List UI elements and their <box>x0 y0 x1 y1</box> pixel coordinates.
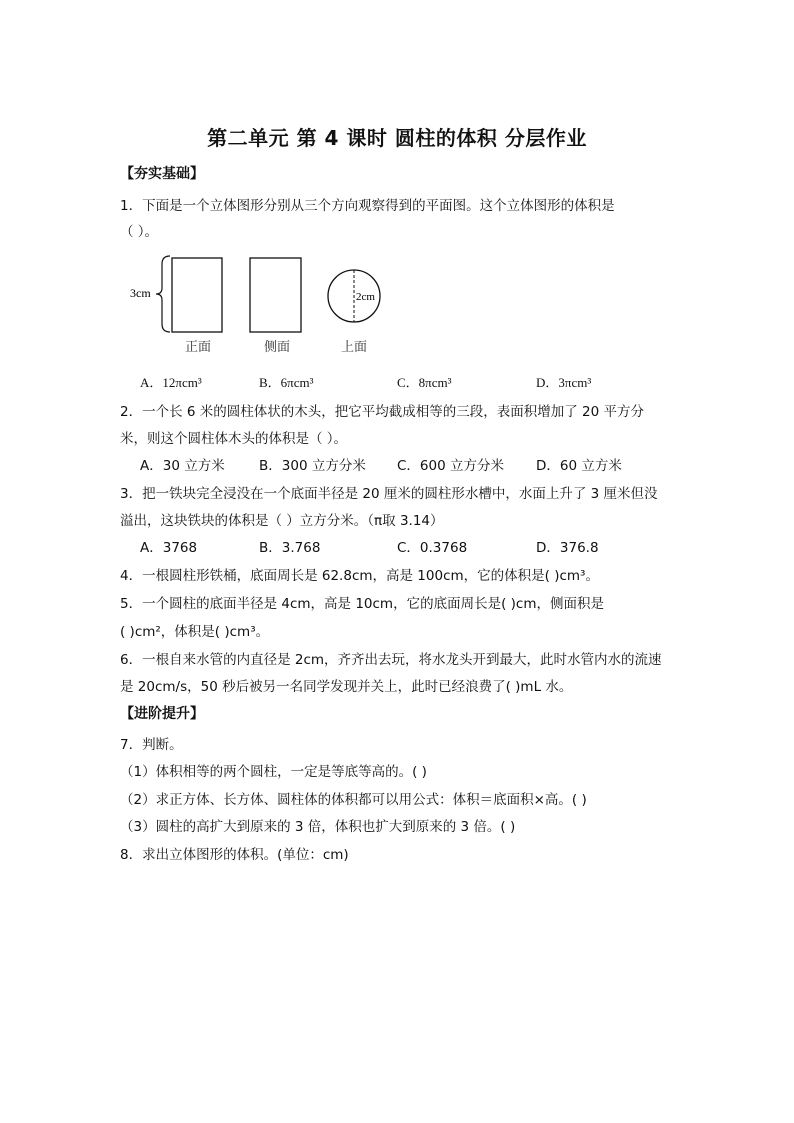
q6-line1: 6．一根自来水管的内直径是 2cm，齐齐出去玩，将水龙头开到最大，此时水管内水的流速 <box>120 652 662 668</box>
q1-line2: （ ）。 <box>120 224 159 240</box>
q2-option-a: A．30 立方米 <box>140 458 225 474</box>
q8-stem: 8．求出立体图形的体积。(单位：cm) <box>120 847 349 863</box>
side-view-rect <box>250 258 301 332</box>
q7-item-3: （3）圆柱的高扩大到原来的 3 倍，体积也扩大到原来的 3 倍。( ) <box>120 819 516 835</box>
q4-line1: 4．一根圆柱形铁桶，底面周长是 62.8cm，高是 100cm，它的体积是( )cm³。 <box>120 568 599 584</box>
section-advanced: 【进阶提升】 <box>120 706 204 722</box>
q1-line1: 1．下面是一个立体图形分别从三个方向观察得到的平面图。这个立体图形的体积是 <box>120 198 615 214</box>
front-label: 正面 <box>185 340 212 355</box>
page-title: 第二单元 第 4 课时 圆柱的体积 分层作业 <box>207 126 587 150</box>
height-brace <box>156 256 170 332</box>
section-basic: 【夯实基础】 <box>120 166 204 182</box>
q3-option-b: B．3.768 <box>259 540 321 556</box>
height-label: 3cm <box>130 286 151 300</box>
q7-stem: 7．判断。 <box>120 737 183 753</box>
q1-option-b: B．6πcm³ <box>259 375 314 390</box>
q5-line1: 5．一个圆柱的底面半径是 4cm，高是 10cm，它的底面周长是( )cm，侧面积是 <box>120 596 604 612</box>
q2-option-d: D．60 立方米 <box>536 458 622 474</box>
diameter-label: 2cm <box>356 291 375 303</box>
q7-item-2: （2）求正方体、长方体、圆柱体的体积都可以用公式：体积＝底面积×高。( ) <box>120 792 587 808</box>
q5-line2: ( )cm²，体积是( )cm³。 <box>120 624 270 640</box>
q2-line1: 2．一个长 6 米的圆柱体状的木头，把它平均截成相等的三段，表面积增加了 20 平方分 <box>120 404 645 420</box>
q2-line2: 米，则这个圆柱体木头的体积是（ ）。 <box>120 431 348 447</box>
q3-line1: 3．把一铁块完全浸没在一个底面半径是 20 厘米的圆柱形水槽中，水面上升了 3 厘米但没 <box>120 486 658 502</box>
q1-option-c: C．8πcm³ <box>397 375 452 390</box>
q6-line2: 是 20cm/s，50 秒后被另一名同学发现并关上，此时已经浪费了( )mL 水。 <box>120 679 573 695</box>
q7-item-1: （1）体积相等的两个圆柱，一定是等底等高的。( ) <box>120 764 427 780</box>
q2-option-b: B．300 立方分米 <box>259 458 366 474</box>
q1-figure <box>120 250 400 360</box>
q1-option-a: A．12πcm³ <box>140 375 202 390</box>
side-label: 侧面 <box>264 340 291 355</box>
front-view-rect <box>172 258 222 332</box>
q1-option-d: D．3πcm³ <box>536 375 592 390</box>
q3-line2: 溢出，这块铁块的体积是（ ）立方分米。（π取 3.14） <box>120 513 444 529</box>
top-label: 上面 <box>341 340 368 355</box>
q3-option-c: C．0.3768 <box>397 540 468 556</box>
q3-option-a: A．3768 <box>140 540 198 556</box>
q3-option-d: D．376.8 <box>536 540 599 556</box>
q2-option-c: C．600 立方分米 <box>397 458 504 474</box>
